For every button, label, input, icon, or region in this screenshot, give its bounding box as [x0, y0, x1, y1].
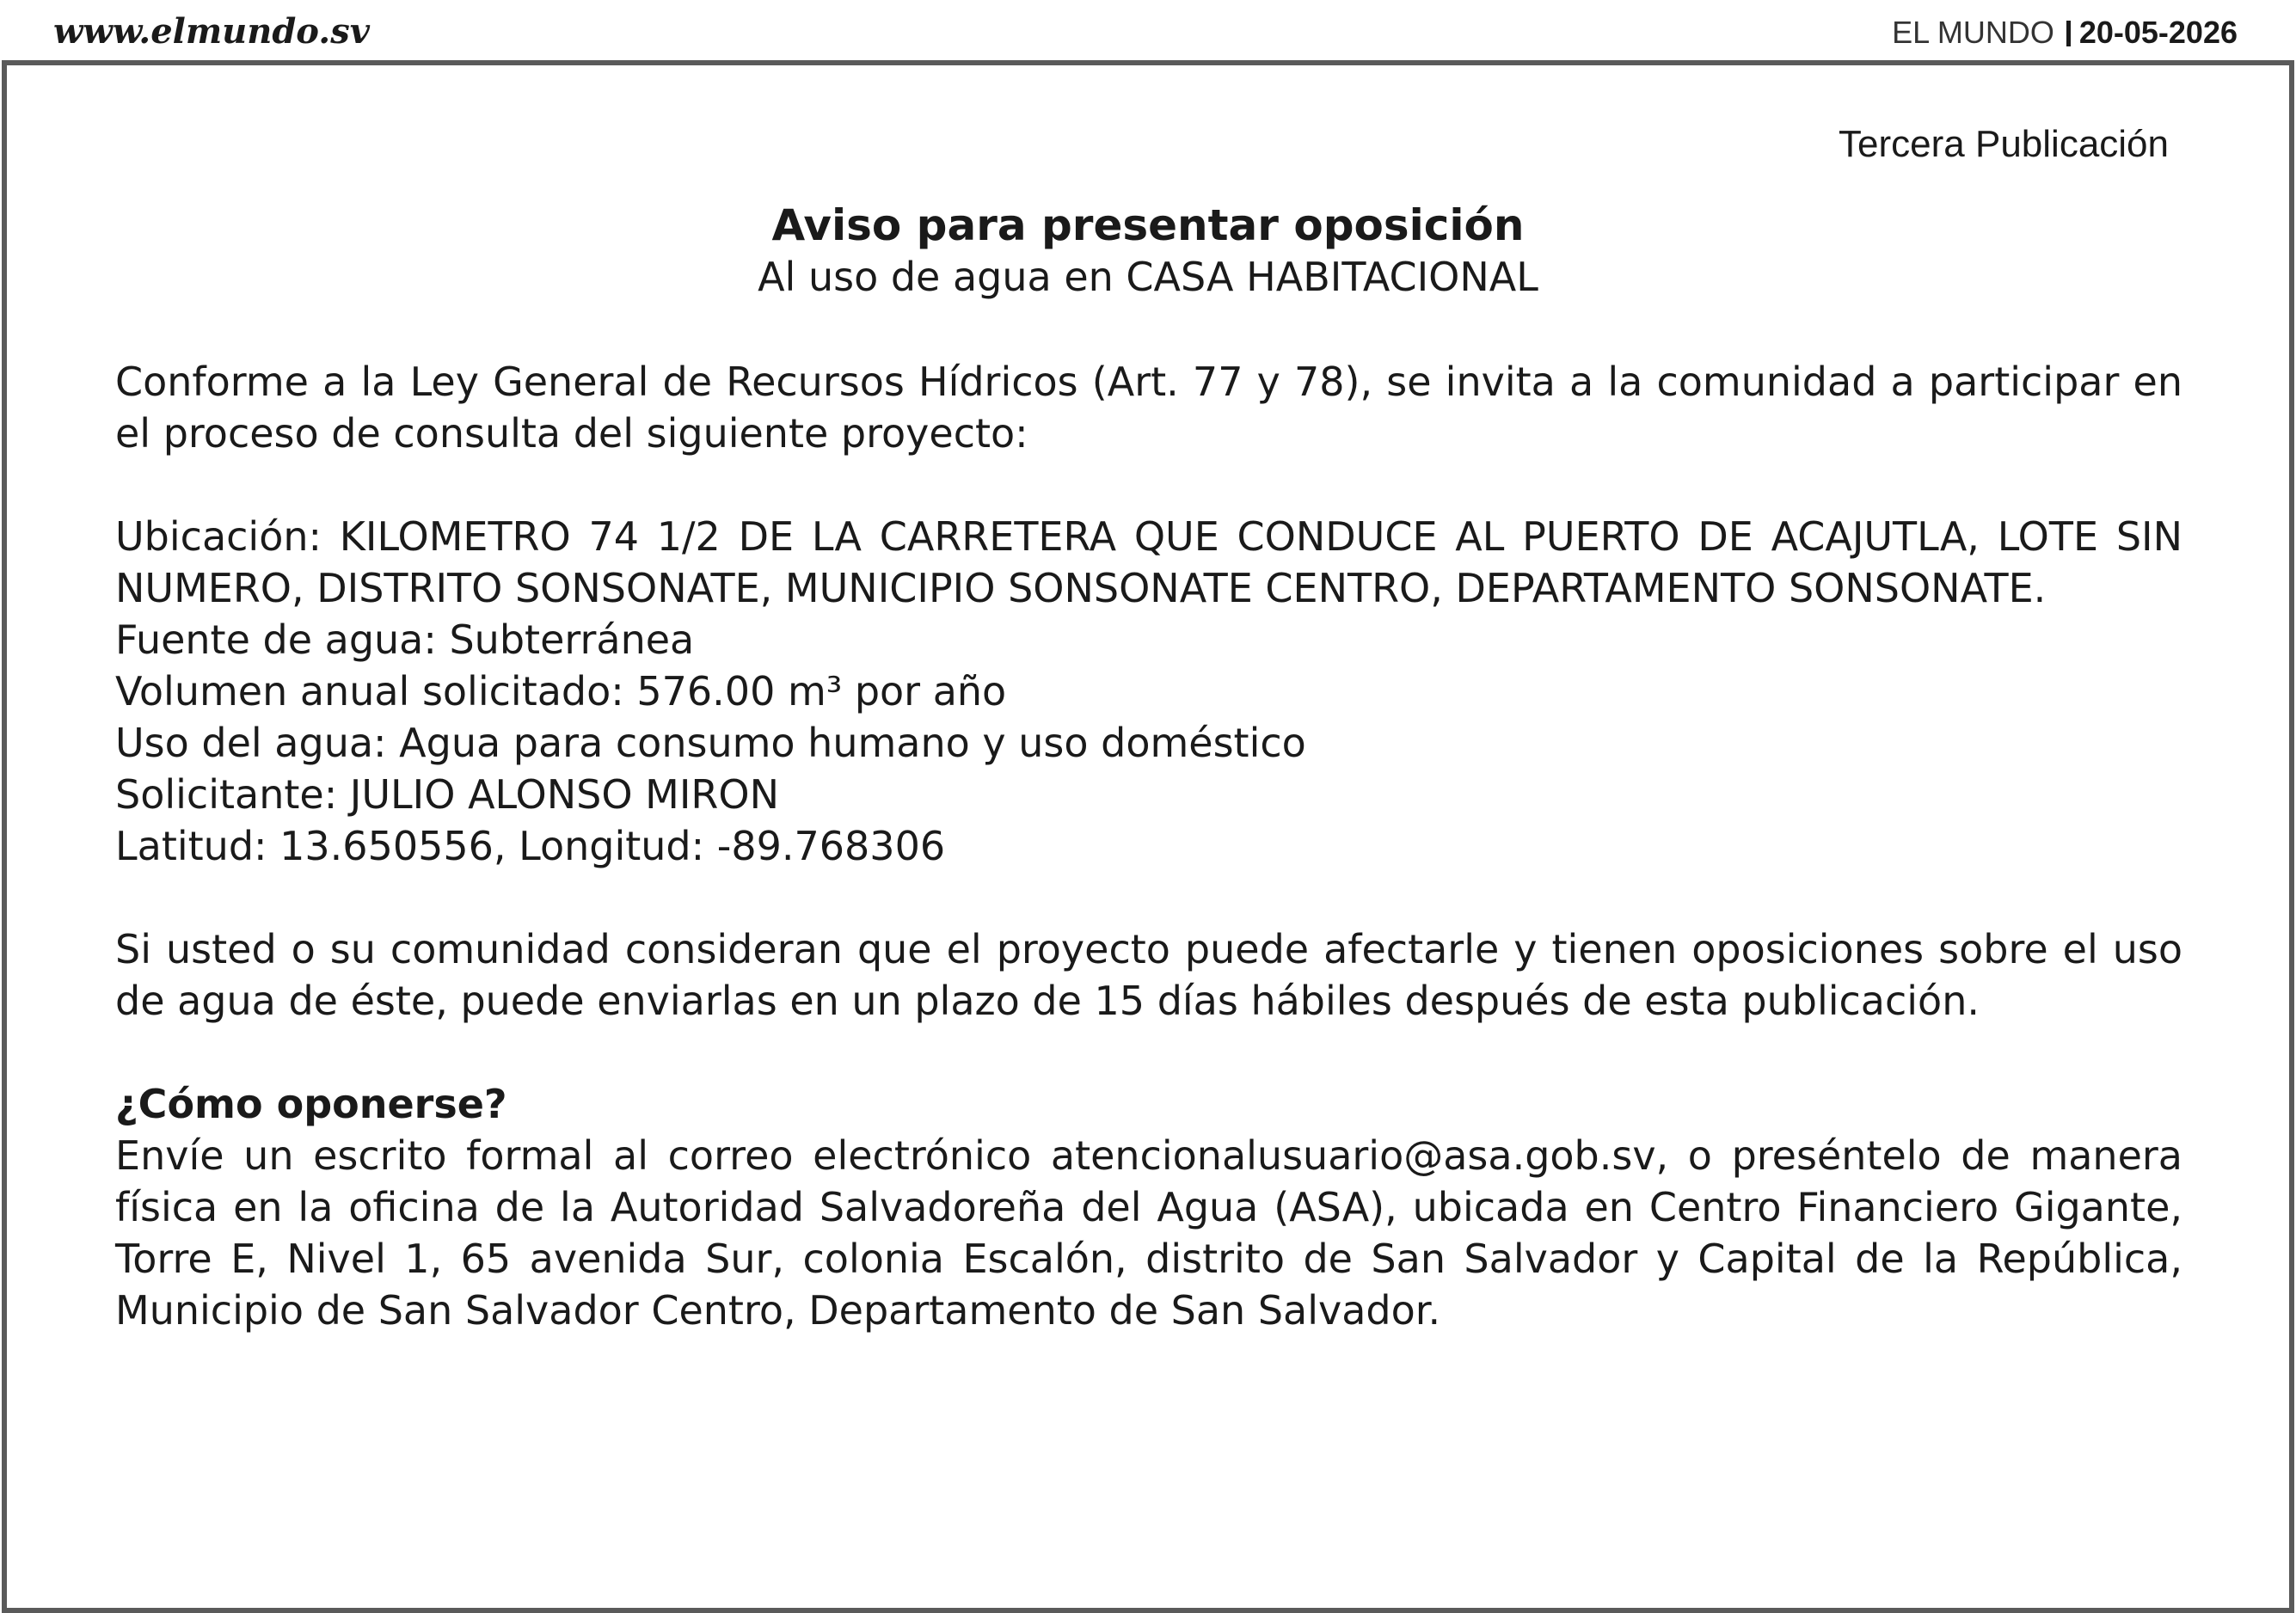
notice-frame [2, 60, 2294, 1613]
spacer [115, 872, 2182, 923]
issue-date: 20-05-2026 [2078, 15, 2238, 50]
applicant-field: Solicitante: JULIO ALONSO MIRON [115, 771, 780, 818]
notice-title: Aviso para presentar oposición [771, 200, 1525, 250]
notice-subtitle: Al uso de agua en CASA HABITACIONAL [758, 254, 1538, 300]
masthead [1892, 10, 2238, 55]
newspaper-name: EL MUNDO [1892, 15, 2054, 50]
notice-body [115, 356, 2182, 1336]
annual-volume-field: Volumen anual solicitado: 576.00 m³ por año [115, 668, 1007, 715]
intro-paragraph: Conforme a la Ley General de Recursos Hídricos (Art. 77 y 78), se invita a la comunidad a participar en el proceso de consulta del siguiente proyecto: [115, 359, 2182, 457]
how-to-oppose-paragraph: Envíe un escrito formal al correo electrónico atencionalusuario@asa.gob.sv, o preséntelo de manera física en la oficina de la Autoridad Salvadoreña del Agua (ASA), ubicada en Centro Financiero Gigante, Torre E, Nivel 1, 65 avenida Sur, colonia Escalón, distrito de San Salvador y Capital de la República, Municipio de San Salvador Centro, Departamento de San Salvador. [115, 1132, 2182, 1334]
page-header [0, 0, 2296, 60]
separator-bar [2066, 21, 2071, 46]
spacer [115, 1027, 2182, 1078]
opposition-paragraph: Si usted o su comunidad consideran que el proyecto puede afectarle y tienen oposiciones sobre el uso de agua de éste, puede enviarlas en un plazo de 15 días hábiles después de esta publicación. [115, 926, 2182, 1024]
publication-label: Tercera Publicación [1839, 123, 2169, 165]
site-url[interactable]: www.elmundo.sv [53, 11, 370, 52]
how-to-oppose-heading: ¿Cómo oponerse? [115, 1081, 507, 1127]
water-use-field: Uso del agua: Agua para consumo humano y uso doméstico [115, 720, 1306, 766]
location-field: Ubicación: KILOMETRO 74 1/2 DE LA CARRETERA QUE CONDUCE AL PUERTO DE ACAJUTLA, LOTE SIN NUMERO, DISTRITO SONSONATE, MUNICIPIO SONSONATE CENTRO, DEPARTAMENTO SONSONATE. [115, 513, 2182, 611]
water-source-field: Fuente de agua: Subterránea [115, 616, 695, 663]
coordinates-field: Latitud: 13.650556, Longitud: -89.768306 [115, 823, 946, 869]
spacer [115, 459, 2182, 511]
